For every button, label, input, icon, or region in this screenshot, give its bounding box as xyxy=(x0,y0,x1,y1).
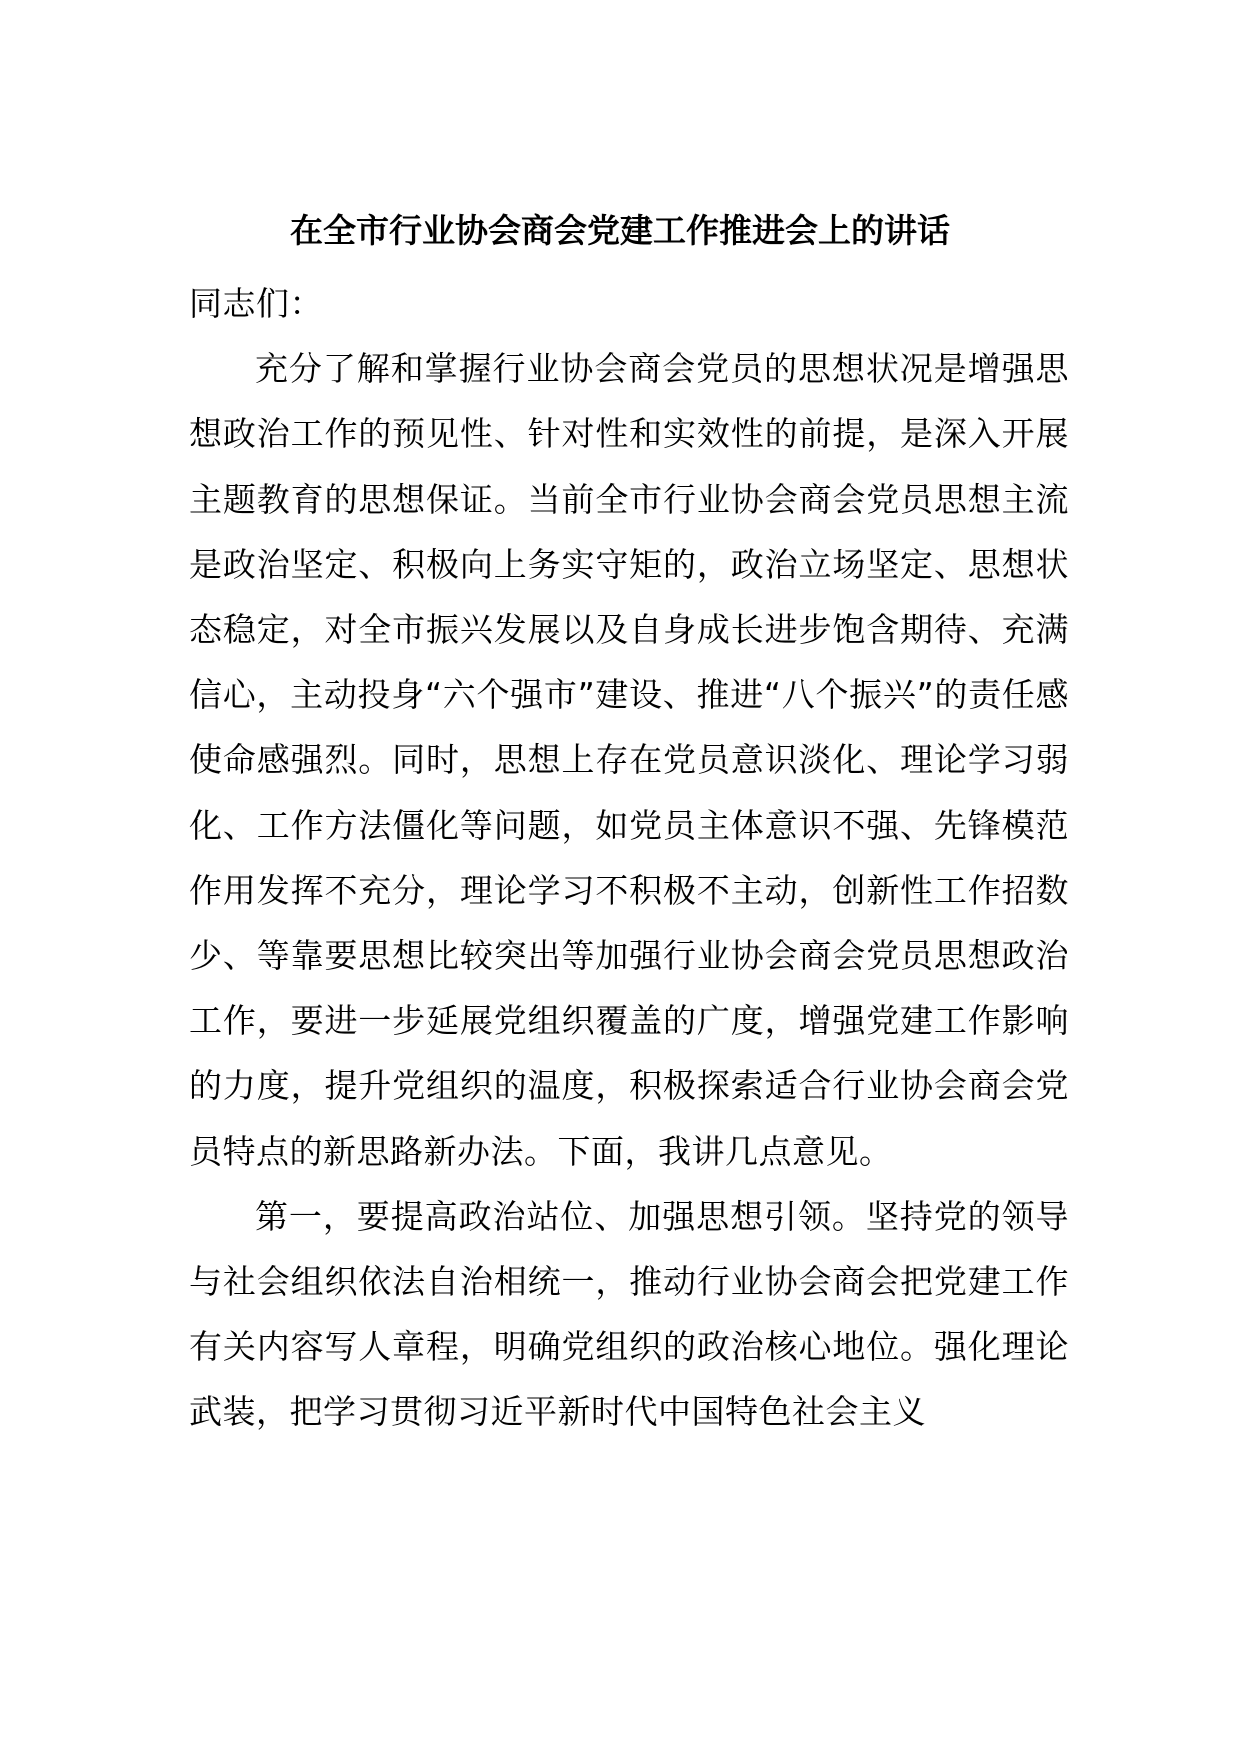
paragraph-first-point: 第一，要提高政治站位、加强思想引领。坚持党的领导与社会组织依法自治相统一，推动行业协会商会把党建工作有关内容写人章程，明确党组织的政治核心地位。强化理论武装，把学习贯彻习近平新时代中国特色社会主义 xyxy=(189,1196,1069,1432)
document-body xyxy=(189,271,1069,1445)
salutation: 同志们： xyxy=(189,284,323,323)
document-title: 在全市行业协会商会党建工作推进会上的讲话 xyxy=(290,211,950,250)
paragraph-intro: 充分了解和掌握行业协会商会党员的思想状况是增强思想政治工作的预见性、针对性和实效性的前提，是深入开展主题教育的思想保证。当前全市行业协会商会党员思想主流是政治坚定、积极向上务实守矩的，政治立场坚定、思想状态稳定，对全市振兴发展以及自身成长进步饱含期待、充满信心，主动投身“六个强市”建设、推进“八个振兴”的责任感使命感强烈。同时，思想上存在党员意识淡化、理论学习弱化、工作方法僵化等问题，如党员主体意识不强、先锋模范作用发挥不充分，理论学习不积极不主动，创新性工作招数少、等靠要思想比较突出等加强行业协会商会党员思想政治工作，要进一步延展党组织覆盖的广度，增强党建工作影响的力度，提升党组织的温度，积极探索适合行业协会商会党员特点的新思路新办法。下面，我讲几点意见。 xyxy=(189,349,1069,1171)
